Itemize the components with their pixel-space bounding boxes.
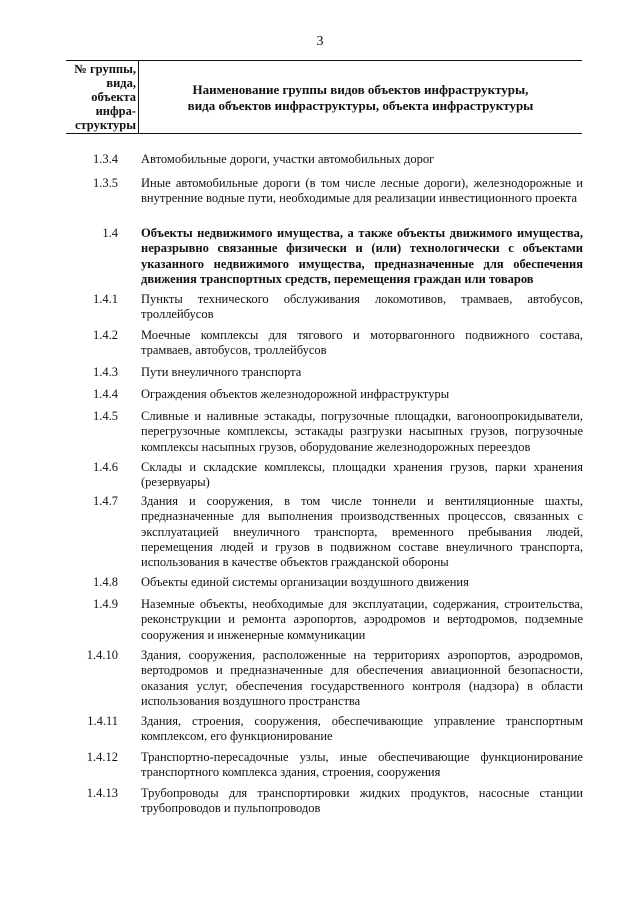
table-row: [0, 328, 640, 358]
row-text: Транспортно-пересадочные узлы, иные обеспечивающие функционирование транспортного комплекса здания, строения, сооружения: [141, 750, 583, 780]
table-row: [0, 409, 640, 454]
row-text: Иные автомобильные дороги (в том числе лесные дороги), железнодорожные и внутренние водные пути, необходимые для реализации инвестиционного проекта: [141, 176, 583, 206]
table-row: [0, 575, 640, 590]
row-number: 1.4.9: [93, 597, 118, 611]
row-number: 1.3.5: [93, 176, 118, 190]
row-number: 1.4.13: [86, 786, 118, 800]
table-row: [0, 786, 640, 816]
table-header: [66, 60, 582, 134]
table-row: [0, 387, 640, 402]
table-row: [0, 152, 640, 167]
row-number: 1.4.10: [86, 648, 118, 662]
row-number: 1.4.8: [93, 575, 118, 589]
page-number: 3: [316, 34, 324, 49]
row-number: 1.4.5: [93, 409, 118, 423]
row-number: 1.4.3: [93, 365, 118, 379]
row-text: Здания, строения, сооружения, обеспечивающие управление транспортным комплексом, его функционирование: [141, 714, 583, 744]
header-group-name: Наименование группы видов объектов инфраструктуры, вида объектов инфраструктуры, объекта инфраструктуры: [187, 82, 534, 113]
header-group-number: № группы, вида, объекта инфра- структуры: [66, 61, 139, 133]
table-row: [0, 292, 640, 322]
table-row: [0, 750, 640, 780]
row-text: Автомобильные дороги, участки автомобильных дорог: [141, 152, 435, 166]
row-text: Склады и складские комплексы, площадки хранения грузов, парки хранения (резервуары): [141, 460, 583, 490]
row-number: 1.4.6: [93, 460, 118, 474]
row-text: Сливные и наливные эстакады, погрузочные площадки, вагоноопрокидыватели, перегрузочные комплексы, эстакады разгрузки насыпных грузов, погрузочные комплексы насыпных грузов, оборудование железнодорожных переездов: [141, 409, 583, 454]
row-number: 1.4.11: [87, 714, 118, 728]
table-row: [0, 365, 640, 380]
row-number: 1.4: [102, 226, 118, 240]
row-text: Ограждения объектов железнодорожной инфраструктуры: [141, 387, 450, 401]
row-number: 1.4.4: [93, 387, 118, 401]
row-text: Здания и сооружения, в том числе тоннели и вентиляционные шахты, предназначенные для выполнения производственных процессов, связанных с эксплуатацией внеуличного транспорта, временного пребывания людей, перемещения людей и грузов в подвижном составе внеуличного транспорта, использования в качестве объектов гражданской обороны: [141, 494, 583, 570]
row-number: 1.4.7: [93, 494, 118, 508]
row-text: Объекты недвижимого имущества, а также объекты движимого имущества, неразрывно связанные физически и (или) технологически с объектами указанного недвижимого имущества, предназначенные для обеспечения движения транспортных средств, перемещения граждан или товаров: [141, 226, 583, 286]
table-row: [0, 226, 640, 286]
row-text: Пункты технического обслуживания локомотивов, трамваев, автобусов, троллейбусов: [141, 292, 583, 322]
table-row: [0, 714, 640, 744]
row-text: Моечные комплексы для тягового и моторвагонного подвижного состава, трамваев, автобусов, троллейбусов: [141, 328, 583, 358]
row-text: Наземные объекты, необходимые для эксплуатации, содержания, строительства, реконструкции и ремонта аэропортов, аэродромов и вертодромов, подземные сооружения и инженерные коммуникации: [141, 597, 583, 642]
row-text: Трубопроводы для транспортировки жидких продуктов, насосные станции трубопроводов и пульпопроводов: [141, 786, 583, 816]
row-number: 1.4.1: [93, 292, 118, 306]
table-row: [0, 494, 640, 570]
row-number: 1.4.12: [86, 750, 118, 764]
row-text: Объекты единой системы организации воздушного движения: [141, 575, 469, 589]
table-row: [0, 648, 640, 708]
row-text: Пути внеуличного транспорта: [141, 365, 302, 379]
table-row: [0, 460, 640, 490]
table-row: [0, 176, 640, 206]
row-number: 1.4.2: [93, 328, 118, 342]
row-text: Здания, сооружения, расположенные на территориях аэропортов, аэродромов, вертодромов и предназначенные для обеспечения авиационной безопасности, оказания услуг, обеспечения государственного контроля (надзора) в области использования воздушного пространства: [141, 648, 583, 708]
row-number: 1.3.4: [93, 152, 118, 166]
table-row: [0, 597, 640, 642]
